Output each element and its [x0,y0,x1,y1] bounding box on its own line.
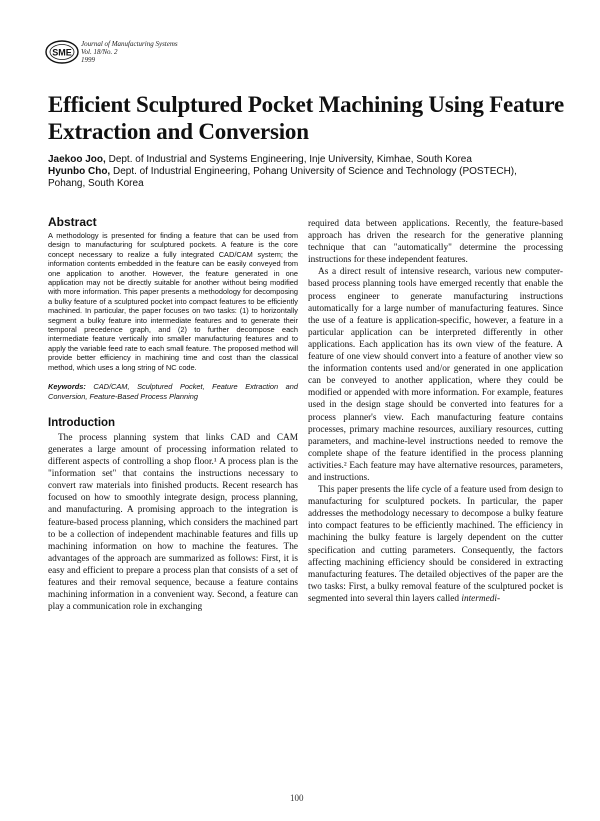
body-paragraph: As a direct result of intensive research, various new computer-based process planning tools have emerged recently that enable the process engineer to generate manufacturing instructions automatically for a large number of manufacturing features. Since the use of a feature is application-specific, however, a feature in a particular application can be interpreted differently in other applications. Each application has its own view of the feature. A feature of one view should convert into a feature of another view so the information contents used and/or generated in one application can be conveyed to another application, where they could be modified or appended with more information. For example, features used in the design stage should be converted into features for a process planner's view. Each manufacturing feature contains processes, primary machine resources, auxiliary resources, cutting parameters, and machine-level instructions needed to remove the complete shape of the feature identified in the process planning activities.² Each feature may have alternative resources, parameters, and instructions. [308,267,563,483]
body-paragraph-italic: intermedi- [461,593,501,604]
author-line [48,178,578,190]
author-name: Hyunbo Cho, [48,166,111,177]
logo-text: SME [52,47,72,58]
journal-year: 1999 [81,56,95,64]
author-affiliation: Dept. of Industrial and Systems Engineering, Inje University, Kimhae, South Korea [105,154,472,165]
keywords [48,382,298,401]
sme-logo-icon [45,40,79,64]
author-line [48,154,578,166]
introduction-paragraph: The process planning system that links CAD and CAM generates a large amount of processing information related to different aspects of controlling a shop floor.¹ A process plan is the "information set" that contains the instructions necessary to convert raw materials into finished products. Recent research has focused on how to smoothly integrate design, process planning, and manufacturing. A promising approach to the integration is feature-based process planning, which considers the machined part to be a collection of independent machinable features and fills up machining information on how to machine the features. The advantages of the approach are summarized as follows: First, it is easy and efficient to prepare a process plan that consists of a set of features and their removal sequence, because a feature contains machining information in a convenient way. Second, a feature can play a communication role in exchanging [48,432,298,613]
abstract-text: A methodology is presented for finding a feature that can be used from design to manufacturing for sculptured pockets. A feature is the core concept necessary to realize a fully integrated CAD/CAM system; the information contents embedded in the feature can be easily conveyed from one application to another. However, the feature generated in one application may not be directly suitable for another without being modified with more information. This paper presents a methodology for decomposing a bulky feature of a sculptured pocket into compact features to be efficiently machined. In particular, the paper focuses on two tasks: (1) to horizontally segment a bulky feature into intermediate features and to generate their temporal precedence graph, and (2) to further decompose each intermediate feature vertically into smaller manufacturing features and to apply the variable feed rate to each small feature. The proposed method will provide better efficiency in machining time and cost than the classical method, which uses a long string of NC code. [48,231,298,372]
journal-volume: Vol. 18/No. 2 [81,48,118,56]
abstract-heading: Abstract [48,215,97,229]
keywords-label: Keywords: [48,382,86,392]
journal-header [45,40,185,70]
author-block [48,154,578,190]
body-paragraph-continued: required data between applications. Recently, the feature-based approach has driven the research for the generative planning technique that can "automatically" determine the processing instructions for these independent features. [308,219,563,266]
left-column [48,215,298,613]
paper-title: Efficient Sculptured Pocket Machining Using Feature Extraction and Conversion [48,92,565,144]
keywords-text: CAD/CAM, Sculptured Pocket, Feature Extraction and Conversion, Feature-Based Process Planning [48,382,298,401]
body-paragraph [308,484,563,605]
introduction-heading: Introduction [48,416,116,429]
author-affiliation: Dept. of Industrial Engineering, Pohang University of Science and Technology (POSTECH), [110,166,517,177]
body-paragraph-text: This paper presents the life cycle of a feature used from design to manufacturing for sculptured pockets. In particular, the paper addresses the methodology necessary to decompose a bulky feature into compact features to be efficiently machined. The efficiency in machining the bulky feature is largely dependent on the cutter specification and cutting parameters. Consequently, the factors affecting machining efficiency should be considered in extracting manufacturing features. The detailed objectives of the paper are the two tasks: First, a bulky removal feature of the sculptured pocket is segmented into several thin layers called [308,485,563,604]
author-line [48,166,578,178]
journal-name: Journal of Manufacturing Systems [81,40,178,48]
page-number: 100 [290,793,304,803]
right-column [308,218,563,605]
author-affiliation: Pohang, South Korea [48,178,144,189]
author-name: Jaekoo Joo, [48,154,106,165]
